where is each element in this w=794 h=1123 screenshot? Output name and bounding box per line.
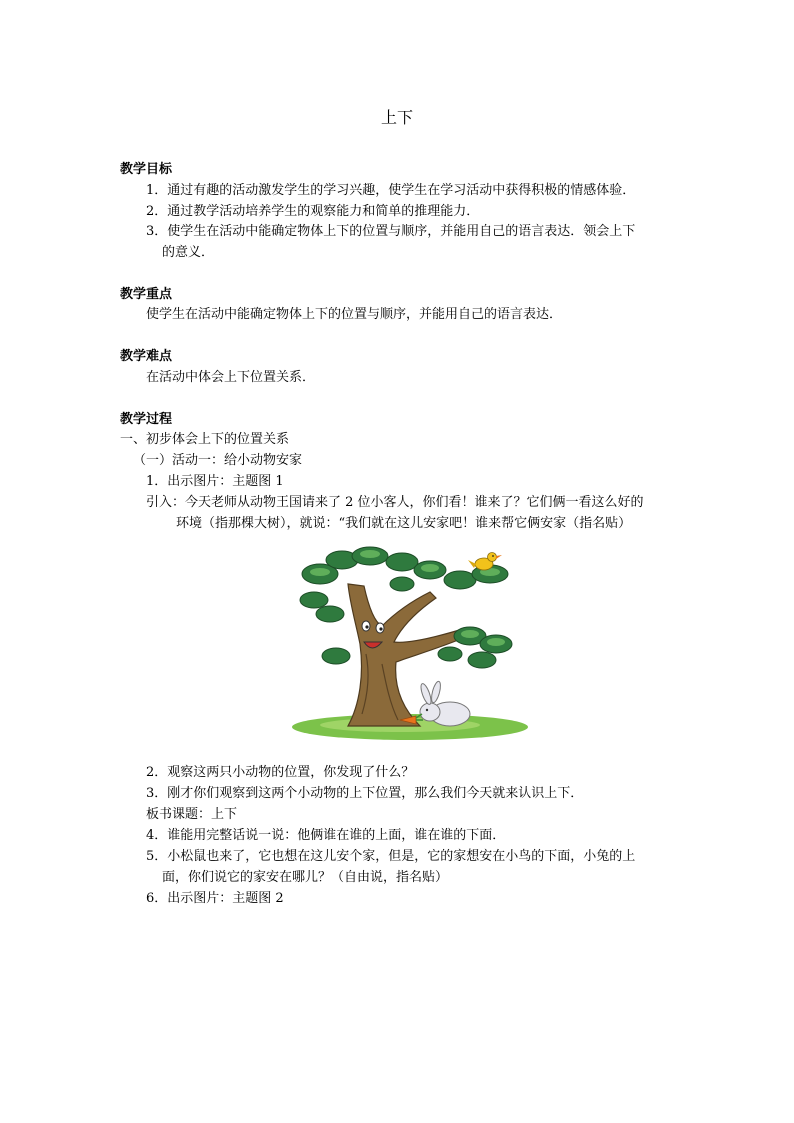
goal-item-2: 2．通过教学活动培养学生的观察能力和简单的推理能力． <box>146 204 480 219</box>
foliage-clump <box>300 592 328 608</box>
theme-illustration-tree-bird-rabbit <box>290 544 530 749</box>
foliage-clump <box>468 652 496 668</box>
foliage-clump <box>322 648 350 664</box>
goal-item-1: 1．通过有趣的活动激发学生的学习兴趣，使学生在学习活动中获得积极的情感体验． <box>146 183 636 198</box>
step-5-line-2: 面，你们说它的家安在哪儿？（自由说，指名贴） <box>162 870 449 885</box>
goal-item-3: 3．使学生在活动中能确定物体上下的位置与顺序，并能用自己的语言表达．领会上下 <box>146 224 636 239</box>
step-1: 1．出示图片：主题图 1 <box>146 474 284 489</box>
intro-line-1: 引入：今天老师从动物王国请来了 2 位小客人，你们看！谁来了？它们俩一看这么好的 <box>146 495 644 510</box>
foliage-clump <box>390 577 414 591</box>
foliage-clump <box>386 553 418 571</box>
difficulty-text: 在活动中体会上下位置关系． <box>146 370 316 385</box>
difficulty-heading: 教学难点 <box>120 349 173 364</box>
board-title: 板书课题：上下 <box>146 807 238 822</box>
step-5-line-1: 5．小松鼠也来了，它也想在这儿安个家，但是，它的家想安在小鸟的下面，小兔的上 <box>146 849 636 864</box>
process-heading: 教学过程 <box>120 412 173 427</box>
step-4: 4．谁能用完整话说一说：他俩谁在谁的上面，谁在谁的下面． <box>146 828 506 843</box>
focus-text: 使学生在活动中能确定物体上下的位置与顺序，并能用自己的语言表达． <box>146 307 563 322</box>
activity-1-title: （一）活动一：给小动物安家 <box>133 453 303 468</box>
intro-line-2: 环境（指那棵大树），就说：“我们就在这儿安家吧！谁来帮它俩安家（指名贴） <box>176 516 632 531</box>
foliage-clump <box>438 647 462 661</box>
rabbit <box>419 680 470 726</box>
step-6: 6．出示图片：主题图 2 <box>146 891 284 906</box>
foliage-clump <box>444 571 476 589</box>
step-2: 2．观察这两只小动物的位置，你发现了什么？ <box>146 765 415 780</box>
page-title: 上下 <box>380 108 413 127</box>
section-1-title: 一、初步体会上下的位置关系 <box>120 432 290 447</box>
goals-heading: 教学目标 <box>120 162 173 177</box>
focus-heading: 教学重点 <box>120 287 173 302</box>
step-3: 3．刚才你们观察到这两个小动物的上下位置，那么我们今天就来认识上下． <box>146 786 584 801</box>
goal-item-3-continued: 的意义． <box>162 245 215 260</box>
foliage-clump <box>316 606 344 622</box>
